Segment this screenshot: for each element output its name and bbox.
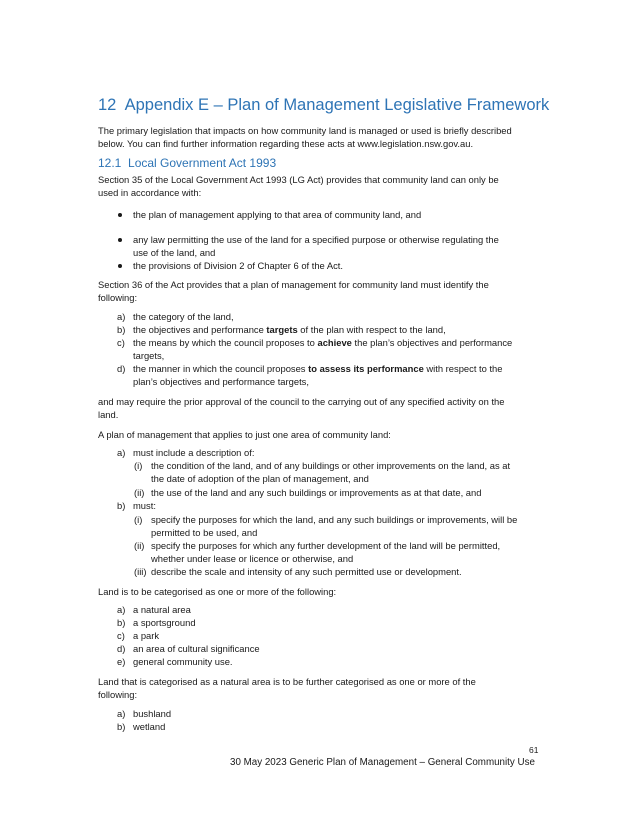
one-area-a-i-line-1: the condition of the land, and of any buildings or other improvements on the land, as at <box>151 460 511 471</box>
bullet-2-line-1: any law permitting the use of the land for a specified purpose or otherwise regulating the <box>133 234 499 245</box>
list-label: c) <box>117 630 125 641</box>
bold-text: achieve <box>317 337 352 348</box>
category-item: an area of cultural significance <box>133 643 260 654</box>
one-area-intro: A plan of management that applies to just one area of community land: <box>98 429 391 440</box>
category-item: general community use. <box>133 656 233 667</box>
one-area-a-ii: the use of the land and any such buildings or improvements as at that date, and <box>151 487 482 498</box>
one-area-item-a: must include a description of: <box>133 447 255 458</box>
bullet-dot <box>118 238 122 242</box>
bullet-dot <box>118 264 122 268</box>
text-run: of the plan with respect to the land, <box>297 324 446 335</box>
list-label: a) <box>117 708 126 719</box>
s35-line-1: Section 35 of the Local Government Act 1993 (LG Act) provides that community land can only be <box>98 174 499 185</box>
list-label: a) <box>117 311 126 322</box>
text-run: the objectives and performance <box>133 324 267 335</box>
sublist-label: (iii) <box>134 566 147 577</box>
page-footer: 30 May 2023 Generic Plan of Management – General Community Use <box>230 757 535 768</box>
sublist-label: (i) <box>134 514 143 525</box>
section-heading <box>98 96 549 115</box>
s36-item-b <box>133 323 446 336</box>
bold-text: targets <box>266 324 298 335</box>
list-label: d) <box>117 363 126 374</box>
subsection-title: Local Government Act 1993 <box>128 156 277 170</box>
categories-intro: Land is to be categorised as one or more of the following: <box>98 586 337 597</box>
page-number: 61 <box>529 745 539 755</box>
one-area-b-i-line-1: specify the purposes for which the land, and any such buildings or improvements, will be <box>151 514 518 525</box>
natural-line-2: following: <box>98 689 138 700</box>
natural-item: wetland <box>133 721 166 732</box>
s36-item-a: the category of the land, <box>133 311 234 322</box>
s36-line-1: Section 36 of the Act provides that a plan of management for community land must identify the <box>98 279 489 290</box>
category-item: a natural area <box>133 604 191 615</box>
sublist-label: (i) <box>134 460 143 471</box>
sublist-label: (ii) <box>134 487 145 498</box>
one-area-b-i-line-2: permitted to be used, and <box>151 527 258 538</box>
s36-item-c-line-2: targets, <box>133 350 165 361</box>
bullet-3-line-1: the provisions of Division 2 of Chapter 6 of the Act. <box>133 260 344 271</box>
list-label: c) <box>117 337 125 348</box>
text-run: the manner in which the council proposes <box>133 363 309 374</box>
one-area-b-iii: describe the scale and intensity of any such permitted use or development. <box>151 566 462 577</box>
category-item: a park <box>133 630 160 641</box>
one-area-a-i-line-2: the date of adoption of the plan of management, and <box>151 473 369 484</box>
list-label: a) <box>117 447 126 458</box>
intro-line-1: The primary legislation that impacts on how community land is managed or used is briefly described <box>98 125 512 136</box>
bold-text: to assess its performance <box>308 363 424 374</box>
list-label: e) <box>117 656 126 667</box>
s36-item-d <box>133 362 502 375</box>
section-number: 12 <box>98 96 117 114</box>
s36-line-2: following: <box>98 292 138 303</box>
list-label: b) <box>117 617 126 628</box>
one-area-item-b: must: <box>133 500 156 511</box>
text-run: with respect to the <box>423 363 503 374</box>
text-run: the means by which the council proposes to <box>133 337 318 348</box>
text-run: the plan’s objectives and performance <box>351 337 513 348</box>
list-label: a) <box>117 604 126 615</box>
sublist-label: (ii) <box>134 540 145 551</box>
subsection-number: 12.1 <box>98 156 122 170</box>
bullet-dot <box>118 213 122 217</box>
approval-line-1: and may require the prior approval of the council to the carrying out of any specified activity on the <box>98 396 505 407</box>
s36-item-c <box>133 336 512 349</box>
one-area-b-ii-line-2: whether under lease or licence or otherwise, and <box>151 553 354 564</box>
natural-line-1: Land that is categorised as a natural area is to be further categorised as one or more of the <box>98 676 476 687</box>
list-label: b) <box>117 721 126 732</box>
list-label: b) <box>117 500 126 511</box>
subsection-heading <box>98 156 276 170</box>
one-area-b-ii-line-1: specify the purposes for which any further development of the land will be permitted, <box>151 540 501 551</box>
approval-line-2: land. <box>98 409 119 420</box>
bullet-2-line-2: use of the land, and <box>133 247 216 258</box>
s35-line-2: used in accordance with: <box>98 187 202 198</box>
list-label: b) <box>117 324 126 335</box>
list-label: d) <box>117 643 126 654</box>
section-title: Appendix E – Plan of Management Legislative Framework <box>124 96 550 114</box>
category-item: a sportsground <box>133 617 196 628</box>
bullet-1-line-1: the plan of management applying to that area of community land, and <box>133 209 422 220</box>
natural-item: bushland <box>133 708 172 719</box>
intro-line-2: below. You can find further information regarding these acts at www.legislation.nsw.gov.au. <box>98 138 474 149</box>
s36-item-d-line-2: plan’s objectives and performance targets, <box>133 376 309 387</box>
